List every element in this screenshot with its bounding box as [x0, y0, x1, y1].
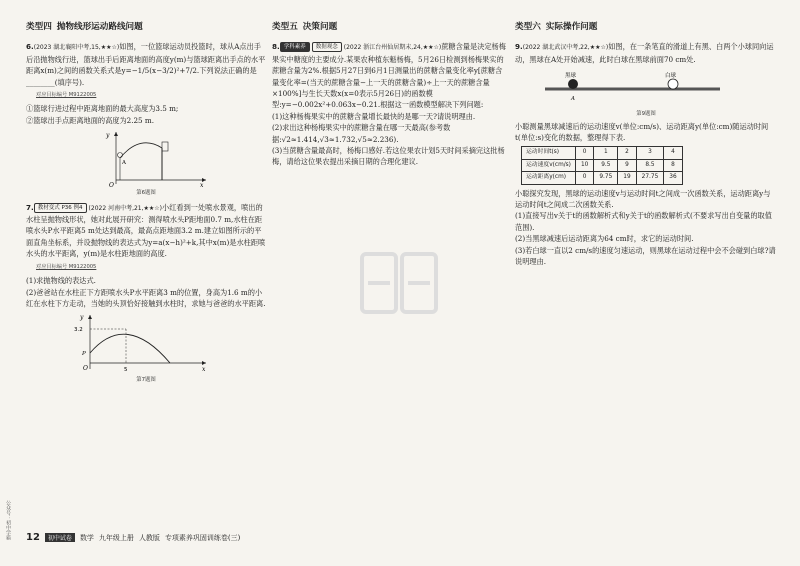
section-heading: [272, 22, 508, 33]
figure-caption: 第9题图: [636, 111, 656, 118]
footer-edition: 人教版: [138, 533, 160, 542]
question-text-3: 小聪探究发现，黑球的运动速度v与运动时间t之间成一次函数关系，运动距离y与运动时间t之间成二次函数关系.: [515, 188, 771, 210]
question-6: [26, 41, 266, 199]
table-cell: 1: [594, 147, 618, 159]
figure-caption: 第7题图: [136, 377, 156, 384]
axis-y-label: y: [106, 132, 110, 140]
sub-question-1: (1)求抛物线的表达式.: [26, 276, 96, 286]
white-ball-label: 白球: [665, 73, 677, 80]
section-heading: [515, 22, 777, 33]
section-type: 类型五: [272, 22, 298, 32]
row-header: 运动距离y(cm): [522, 172, 576, 184]
row-header: 运动时间t(s): [522, 147, 576, 159]
point-a-label: A: [122, 160, 126, 167]
table-cell: 9.5: [594, 159, 618, 171]
page-number: 12: [26, 532, 40, 543]
watermark-logo: [360, 250, 440, 320]
sub-question-3: (3)当蔗糖含量最高时，杨梅口感好.若这位果农计划5天时间采摘完这批杨梅，请给这位果农提出采摘日期的合理化建议.: [272, 146, 505, 167]
table-cell: 8.5: [636, 159, 664, 171]
row-header: 运动速度v(cm/s): [522, 159, 576, 171]
tick-label-5: 5: [124, 367, 128, 374]
white-ball: [668, 79, 678, 89]
table-cell: 3: [636, 147, 664, 159]
question-7: [26, 202, 266, 387]
tag-badge: 学科素养: [280, 42, 310, 52]
column-right: [515, 22, 777, 268]
question-number: 7.: [26, 202, 34, 212]
table-cell: 19: [618, 172, 636, 184]
footer-subject: 数学: [79, 533, 94, 542]
statement-2: ②篮球出手点距离地面的高度为2.25 m.: [26, 115, 155, 125]
axis-x-label: x: [202, 366, 206, 374]
section-title: 决策问题: [302, 22, 338, 32]
question-source: (2023 湖北襄阳中考,15,★★☆): [33, 44, 120, 52]
black-ball-label: 黑球: [565, 73, 577, 80]
figure-7: [66, 311, 216, 375]
question-text: 如图，在一条笔直的滑道上有黑、白两个小球同向运动，黑球在A处开始减速，此时白球在黑球前面70 cm处.: [515, 42, 774, 64]
question-number: 6.: [26, 42, 34, 52]
question-source: (2022 湖北武汉中考,22,★★☆): [522, 44, 609, 52]
table-cell: 4: [664, 147, 682, 159]
question-number: 8.: [272, 42, 280, 52]
question-text: 如图，一位篮球运动员投篮时，球从A点出手后沿抛物线行进，篮球出手后距离地面的高度y(m)与篮球距离出手点的水平距离x(m)之间的函数关系式是y=−1/5(x−3/2)²+7/2.下列说法正确的是________(填序号).: [26, 42, 266, 87]
brand-badge: 初中试卷: [45, 533, 75, 542]
page-footer: [26, 532, 240, 543]
point-p-label: P: [82, 351, 86, 358]
table-cell: 9.75: [594, 172, 618, 184]
table-cell: 27.75: [636, 172, 664, 184]
tag-badge: 教材变式 P36 例4: [34, 203, 87, 213]
section-type: 类型六: [515, 22, 541, 32]
question-source: (2022 浙江台州仙居期末,24,★★☆): [343, 44, 442, 52]
axis-y-label: y: [80, 314, 84, 322]
footer-grade: 九年级上册: [98, 533, 134, 542]
question-text: 小红看到一处喷水景观，喷出的水柱呈抛物线形状，她对此展开研究：测得喷水头P距地面0.7 m,水柱在距喷水头P水平距离5 m处达到最高，最高点距地面3.2 m.建立如图所示的平面直角坐标系，并设抛物线的表达式为y=a(x−h)²+k,其中x(m)是水柱距喷水头的水平距离，y(m)是水柱距地面的高度.: [26, 202, 266, 259]
table-cell: 9: [618, 159, 636, 171]
sub-question-1: (1)这种杨梅果实中的蔗糖含量增长最快的是哪一天?请说明理由.: [272, 111, 476, 121]
table-cell: 8: [664, 159, 682, 171]
table-cell: 36: [664, 172, 682, 184]
table-cell: 2: [618, 147, 636, 159]
section-title: 实际操作问题: [545, 22, 598, 32]
black-ball: [568, 79, 578, 89]
figure-caption: 第6题图: [136, 190, 156, 197]
point-a-label: A: [571, 96, 575, 103]
data-table: [521, 146, 683, 184]
question-9: [515, 41, 777, 267]
statement-1: ①篮球行进过程中距离地面的最大高度为3.5 m;: [26, 104, 179, 114]
figure-9: [545, 69, 725, 109]
footer-series: 专项素养巩固训练卷(三): [164, 533, 241, 542]
question-source: (2022 河南中考,21,★★☆): [88, 204, 162, 212]
section-title: 抛物线形运动路线问题: [56, 22, 143, 32]
sub-question-2: (2)求出这种杨梅果实中的蔗糖含量在哪一天最高(参考数据:√2≈1.414,√3≈1.732,√5≈2.236).: [272, 123, 451, 144]
origin-label: O: [109, 182, 114, 189]
section-heading: [26, 22, 266, 33]
sub-question-3: (3)若白球一直以2 cm/s的速度匀速运动，则黑球在运动过程中会不会碰到白球?请说明理由.: [515, 245, 776, 267]
column-left: [26, 22, 266, 387]
side-watermark-text: 公众号：初中学霸: [5, 500, 11, 540]
table-cell: 10: [575, 159, 593, 171]
sub-question-2: (2)爸爸站在水柱正下方距喷水头P水平距离3 m的位置，身高为1.6 m的小红在水柱下方走动，当她的头顶恰好接触到水柱时，求她与爸爸的水平距离.: [26, 287, 266, 308]
figure-6: [96, 128, 216, 188]
table-cell: 0: [575, 147, 593, 159]
axis-x-label: x: [200, 182, 204, 189]
question-text: 蔗糖含量是决定杨梅果实中糖度的主要成分.某果农种植东魁杨梅，5月26日检测到杨梅果实的蔗糖含量为2%.根据5月27日到6月1日测量出的蔗糖含量变化率y[蔗糖含量变化率=(当天的蔗糖含量−上一天的蔗糖含量)÷上一天的蔗糖含量×100%]与生长天数x(x=0表示5月26日)的函数模型:y=−0.002x²+0.063x−0.21.根据这一函数模型解决下列问题:: [272, 42, 506, 110]
table-row: [522, 172, 683, 184]
tag-badge-2: 数据观念: [312, 42, 342, 52]
table-row: [522, 147, 683, 159]
question-text-2: 小聪测量黑球减速后的运动速度v(单位:cm/s)、运动距离y(单位:cm)随运动时间t(单位:s)变化的数据，整理得下表.: [515, 121, 769, 143]
sub-question-1: (1)直接写出v关于t的函数解析式和y关于t的函数解析式(不要求写出自变量的取值范围).: [515, 211, 772, 232]
table-row: [522, 159, 683, 171]
question-number: 9.: [515, 42, 523, 52]
column-middle: [272, 22, 508, 168]
target-code: 对应目标编号 M9122005: [36, 263, 97, 270]
section-type: 类型四: [26, 22, 52, 32]
table-cell: 0: [575, 172, 593, 184]
target-code: 对应目标编号 M9122005: [36, 92, 97, 99]
sub-question-2: (2)当黑球减速后运动距离为64 cm时，求它的运动时间.: [515, 234, 694, 244]
question-8: [272, 41, 508, 167]
tick-label-3-2: 3.2: [74, 327, 83, 334]
origin-label: O: [83, 365, 88, 373]
